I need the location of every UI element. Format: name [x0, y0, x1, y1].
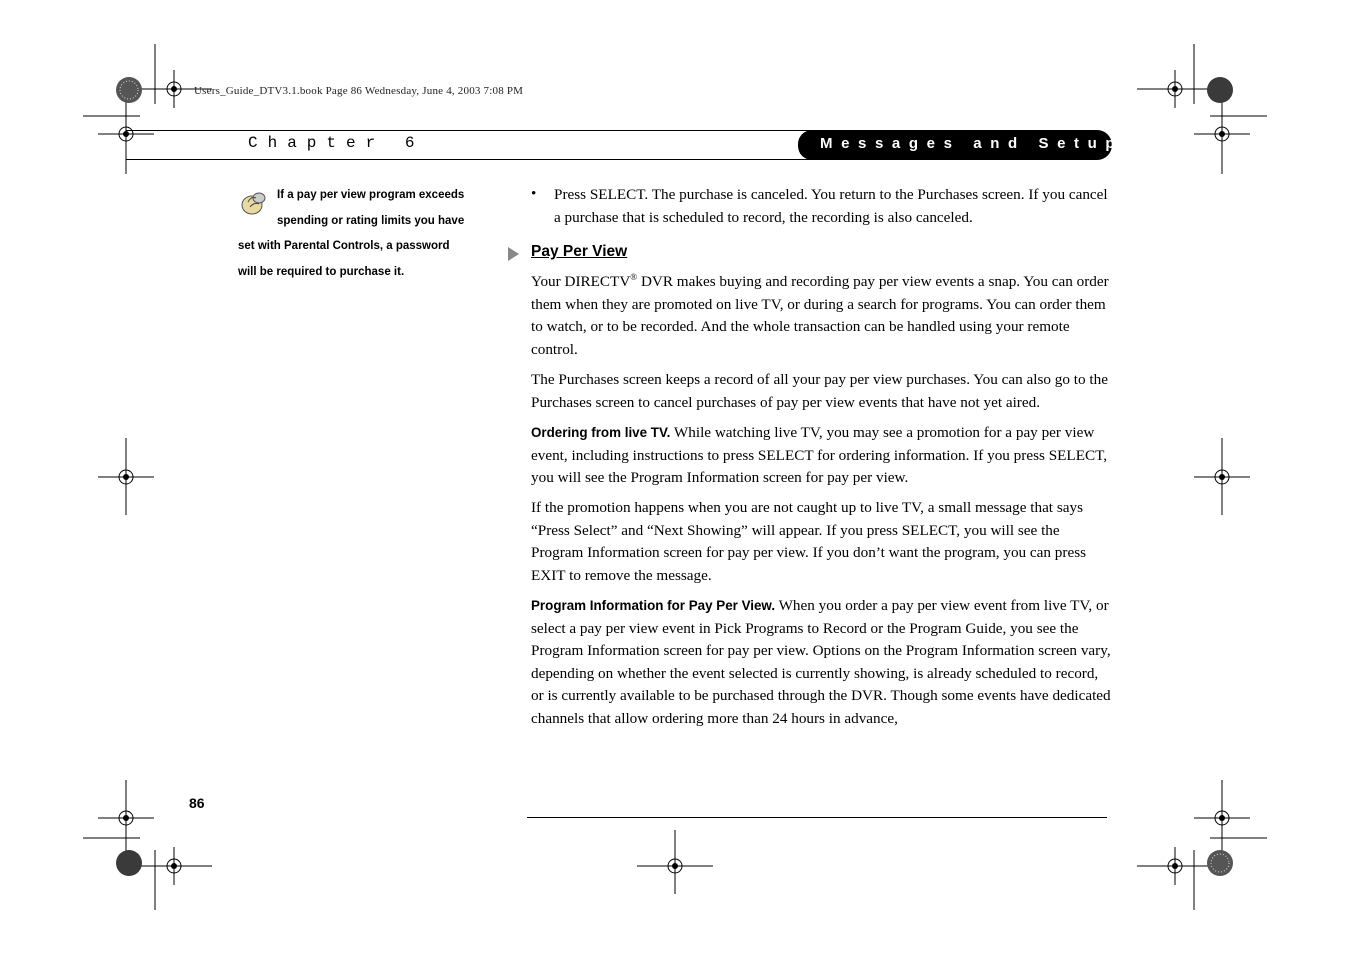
- header-rule-top: [126, 130, 816, 131]
- note-line: will be required to purchase it.: [238, 266, 405, 279]
- ordering-label: Ordering from live TV.: [531, 425, 671, 440]
- bullet-marker: •: [531, 185, 537, 202]
- promotion-paragraph: If the promotion happens when you are not caught up to live TV, a small message that says “Press Select” and “Next Showing” will appear. If you press SELECT, you will see the Program Information screen for pay per view. If you don’t want the program, you can press EXIT to remove the message.: [531, 499, 1087, 584]
- section-tab-label: Messages and Setup: [820, 135, 1124, 152]
- section-heading: Pay Per View: [531, 243, 628, 260]
- proginfo-label: Program Information for Pay Per View.: [531, 598, 776, 613]
- intro-text: Your DIRECTV: [531, 273, 631, 290]
- registered-mark: ®: [630, 271, 638, 282]
- print-slug: Users_Guide_DTV3.1.book Page 86 Wednesday, June 4, 2003 7:08 PM: [194, 85, 524, 97]
- proginfo-paragraph: [531, 595, 1111, 730]
- ordering-paragraph: [531, 422, 1111, 490]
- sidebar-note: [238, 183, 478, 286]
- purchases-paragraph: The Purchases screen keeps a record of all your pay per view purchases. You can also go to the Purchases screen to cancel purchases of pay per view events that have not yet aired.: [531, 371, 1108, 411]
- header-rule-bottom: [126, 159, 816, 160]
- note-line: If a pay per view program exceeds: [277, 189, 465, 201]
- note-line: spending or rating limits you have: [277, 214, 465, 227]
- triangle-bullet-icon: [508, 247, 519, 261]
- ordering-text: While watching live TV, you may see a promotion for a pay per view event, including instructions to press SELECT for ordering information. If you press SELECT, you will see the Program Information screen for pay per view.: [531, 424, 1108, 486]
- intro-paragraph: [531, 271, 1111, 361]
- chapter-label: Chapter 6: [248, 134, 425, 152]
- intro-text-cont: DVR makes buying and recording pay per view events a snap. You can order them when they are promoted on live TV, or during a search for programs. You can order them to watch, or to be recorded. And the whole transaction can be handled using your remote control.: [531, 273, 1109, 358]
- bullet-text: Press SELECT. The purchase is canceled. You return to the Purchases screen. If you cancel a purchase that is scheduled to record, the recording is also canceled.: [554, 186, 1108, 226]
- proginfo-text: When you order a pay per view event from live TV, or select a pay per view event in Pick Programs to Record or the Program Guide, you see the Program Information screen for pay per view. Options on the Program Information screen vary, depending on whether the event selected is currently showing, is already scheduled to record, or is currently available to be purchased through the DVR. Though some events have dedicated channels that allow ordering more than 24 hours in advance,: [531, 597, 1111, 727]
- footer-rule: [527, 817, 1107, 818]
- page-number: 86: [189, 795, 205, 811]
- note-line: set with Parental Controls, a password: [238, 240, 450, 253]
